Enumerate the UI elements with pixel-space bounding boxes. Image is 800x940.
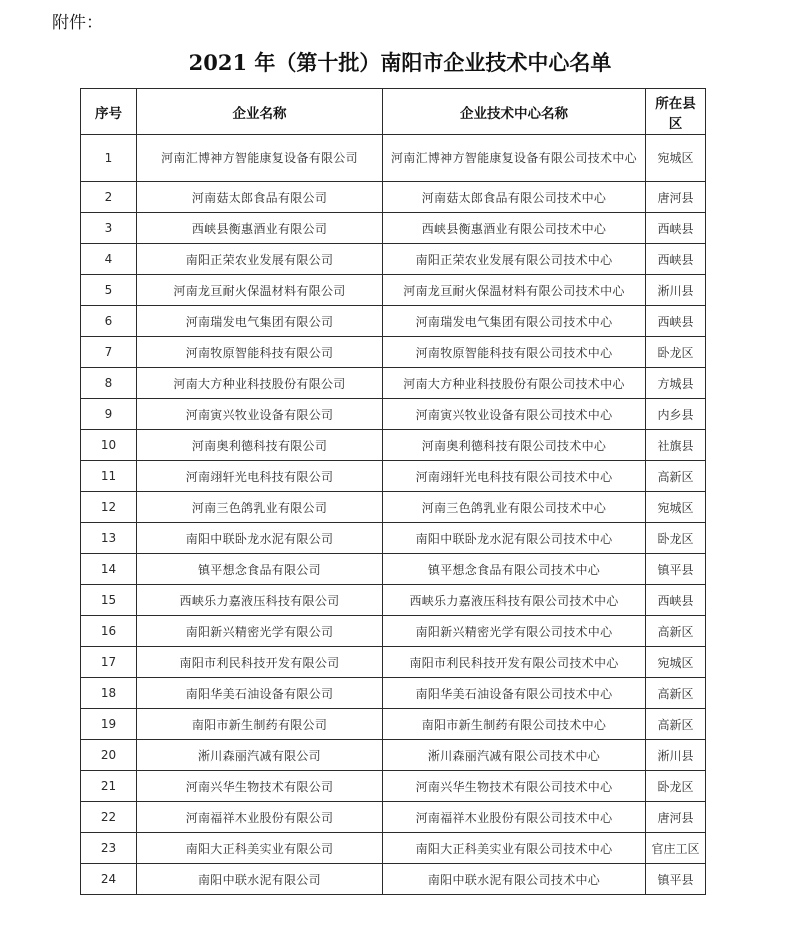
company-name: 河南汇博神方智能康复设备有限公司 xyxy=(137,135,383,182)
tech-center-name: 河南兴华生物技术有限公司技术中心 xyxy=(383,771,646,802)
company-name: 南阳中联卧龙水泥有限公司 xyxy=(137,523,383,554)
tech-center-name: 河南大方种业科技股份有限公司技术中心 xyxy=(383,368,646,399)
district: 方城县 xyxy=(646,368,706,399)
district: 内乡县 xyxy=(646,399,706,430)
table-row xyxy=(81,399,706,430)
tech-center-name: 河南翊轩光电科技有限公司技术中心 xyxy=(383,461,646,492)
company-name: 河南兴华生物技术有限公司 xyxy=(137,771,383,802)
row-index: 16 xyxy=(81,616,137,647)
tech-center-name: 南阳大正科美实业有限公司技术中心 xyxy=(383,833,646,864)
table-row xyxy=(81,554,706,585)
district: 淅川县 xyxy=(646,275,706,306)
district: 卧龙区 xyxy=(646,523,706,554)
company-name: 南阳中联水泥有限公司 xyxy=(137,864,383,895)
tech-center-name: 淅川森丽汽减有限公司技术中心 xyxy=(383,740,646,771)
row-index: 4 xyxy=(81,244,137,275)
tech-center-name: 南阳新兴精密光学有限公司技术中心 xyxy=(383,616,646,647)
tech-center-name: 南阳市利民科技开发有限公司技术中心 xyxy=(383,647,646,678)
company-name: 南阳正荣农业发展有限公司 xyxy=(137,244,383,275)
company-name: 河南三色鸽乳业有限公司 xyxy=(137,492,383,523)
district: 西峡县 xyxy=(646,213,706,244)
company-name: 河南福祥木业股份有限公司 xyxy=(137,802,383,833)
district: 西峡县 xyxy=(646,306,706,337)
tech-center-name: 河南三色鸽乳业有限公司技术中心 xyxy=(383,492,646,523)
row-index: 2 xyxy=(81,182,137,213)
row-index: 5 xyxy=(81,275,137,306)
table-row xyxy=(81,275,706,306)
header-tech-center-name: 企业技术中心名称 xyxy=(383,89,646,135)
row-index: 3 xyxy=(81,213,137,244)
district: 西峡县 xyxy=(646,585,706,616)
district: 高新区 xyxy=(646,709,706,740)
row-index: 7 xyxy=(81,337,137,368)
district: 淅川县 xyxy=(646,740,706,771)
row-index: 9 xyxy=(81,399,137,430)
row-index: 8 xyxy=(81,368,137,399)
row-index: 6 xyxy=(81,306,137,337)
district: 镇平县 xyxy=(646,864,706,895)
district: 高新区 xyxy=(646,678,706,709)
document-title: 2021 年（第十批）南阳市企业技术中心名单 xyxy=(188,50,612,75)
district: 镇平县 xyxy=(646,554,706,585)
tech-center-name: 镇平想念食品有限公司技术中心 xyxy=(383,554,646,585)
row-index: 23 xyxy=(81,833,137,864)
header-index: 序号 xyxy=(81,89,137,135)
district: 卧龙区 xyxy=(646,337,706,368)
row-index: 15 xyxy=(81,585,137,616)
table-row xyxy=(81,135,706,182)
table-row xyxy=(81,864,706,895)
row-index: 1 xyxy=(81,135,137,182)
company-name: 南阳市利民科技开发有限公司 xyxy=(137,647,383,678)
tech-center-name: 南阳华美石油设备有限公司技术中心 xyxy=(383,678,646,709)
tech-center-name: 河南奥利德科技有限公司技术中心 xyxy=(383,430,646,461)
tech-center-name: 南阳中联卧龙水泥有限公司技术中心 xyxy=(383,523,646,554)
company-name: 南阳华美石油设备有限公司 xyxy=(137,678,383,709)
row-index: 18 xyxy=(81,678,137,709)
company-name: 南阳新兴精密光学有限公司 xyxy=(137,616,383,647)
table-row xyxy=(81,213,706,244)
district: 高新区 xyxy=(646,616,706,647)
district: 唐河县 xyxy=(646,182,706,213)
row-index: 24 xyxy=(81,864,137,895)
row-index: 22 xyxy=(81,802,137,833)
district: 官庄工区 xyxy=(646,833,706,864)
table-row xyxy=(81,182,706,213)
header-district: 所在县区 xyxy=(646,89,706,135)
district: 宛城区 xyxy=(646,647,706,678)
district: 宛城区 xyxy=(646,492,706,523)
table-row xyxy=(81,523,706,554)
district: 高新区 xyxy=(646,461,706,492)
company-name: 河南大方种业科技股份有限公司 xyxy=(137,368,383,399)
district: 唐河县 xyxy=(646,802,706,833)
company-name: 河南龙亘耐火保温材料有限公司 xyxy=(137,275,383,306)
company-name: 淅川森丽汽减有限公司 xyxy=(137,740,383,771)
company-name: 河南瑞发电气集团有限公司 xyxy=(137,306,383,337)
company-name: 河南奥利德科技有限公司 xyxy=(137,430,383,461)
table-row xyxy=(81,244,706,275)
tech-center-name: 河南菇太郎食品有限公司技术中心 xyxy=(383,182,646,213)
table-row xyxy=(81,678,706,709)
district: 卧龙区 xyxy=(646,771,706,802)
row-index: 17 xyxy=(81,647,137,678)
tech-center-name: 南阳市新生制药有限公司技术中心 xyxy=(383,709,646,740)
district: 西峡县 xyxy=(646,244,706,275)
row-index: 20 xyxy=(81,740,137,771)
enterprise-tech-center-table xyxy=(80,88,706,895)
table-row xyxy=(81,740,706,771)
table-row xyxy=(81,771,706,802)
table-row xyxy=(81,430,706,461)
table-row xyxy=(81,802,706,833)
tech-center-name: 西峡乐力嘉液压科技有限公司技术中心 xyxy=(383,585,646,616)
company-name: 南阳大正科美实业有限公司 xyxy=(137,833,383,864)
company-name: 河南翊轩光电科技有限公司 xyxy=(137,461,383,492)
tech-center-name: 西峡县衡惠酒业有限公司技术中心 xyxy=(383,213,646,244)
company-name: 河南寅兴牧业设备有限公司 xyxy=(137,399,383,430)
tech-center-name: 河南瑞发电气集团有限公司技术中心 xyxy=(383,306,646,337)
table-row xyxy=(81,709,706,740)
row-index: 11 xyxy=(81,461,137,492)
row-index: 12 xyxy=(81,492,137,523)
table-row xyxy=(81,368,706,399)
table-row xyxy=(81,337,706,368)
table-row xyxy=(81,492,706,523)
row-index: 19 xyxy=(81,709,137,740)
row-index: 21 xyxy=(81,771,137,802)
tech-center-name: 河南牧原智能科技有限公司技术中心 xyxy=(383,337,646,368)
table-row xyxy=(81,306,706,337)
company-name: 西峡县衡惠酒业有限公司 xyxy=(137,213,383,244)
row-index: 13 xyxy=(81,523,137,554)
tech-center-name: 河南寅兴牧业设备有限公司技术中心 xyxy=(383,399,646,430)
header-company-name: 企业名称 xyxy=(137,89,383,135)
table-header-row xyxy=(81,89,706,135)
table-row xyxy=(81,833,706,864)
tech-center-name: 南阳正荣农业发展有限公司技术中心 xyxy=(383,244,646,275)
table-row xyxy=(81,647,706,678)
table-row xyxy=(81,585,706,616)
tech-center-name: 南阳中联水泥有限公司技术中心 xyxy=(383,864,646,895)
table-row xyxy=(81,461,706,492)
tech-center-name: 河南福祥木业股份有限公司技术中心 xyxy=(383,802,646,833)
district: 宛城区 xyxy=(646,135,706,182)
company-name: 南阳市新生制药有限公司 xyxy=(137,709,383,740)
company-name: 镇平想念食品有限公司 xyxy=(137,554,383,585)
company-name: 西峡乐力嘉液压科技有限公司 xyxy=(137,585,383,616)
row-index: 10 xyxy=(81,430,137,461)
table-body xyxy=(81,135,706,895)
attachment-label: 附件： xyxy=(52,13,103,33)
row-index: 14 xyxy=(81,554,137,585)
district: 社旗县 xyxy=(646,430,706,461)
company-name: 河南牧原智能科技有限公司 xyxy=(137,337,383,368)
table-row xyxy=(81,616,706,647)
company-name: 河南菇太郎食品有限公司 xyxy=(137,182,383,213)
tech-center-name: 河南龙亘耐火保温材料有限公司技术中心 xyxy=(383,275,646,306)
tech-center-name: 河南汇博神方智能康复设备有限公司技术中心 xyxy=(383,135,646,182)
